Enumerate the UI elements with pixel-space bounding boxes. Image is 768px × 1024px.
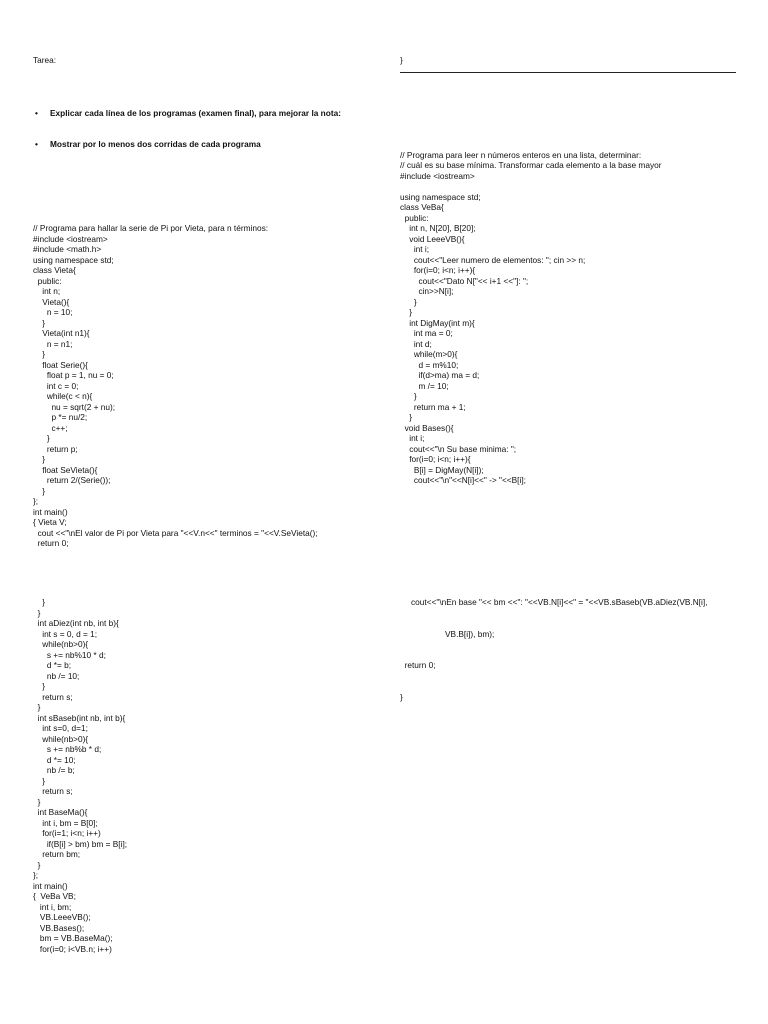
code-line: using namespace std; xyxy=(400,191,481,202)
separator-line xyxy=(400,72,736,73)
code-line: d = m%10; xyxy=(400,359,459,370)
code-line: int c = 0; xyxy=(33,380,79,391)
right-column-bottom xyxy=(400,576,708,723)
code-line: public: xyxy=(400,212,429,223)
code-line: #include <iostream> xyxy=(400,170,475,181)
code-line: return 0; xyxy=(33,538,69,548)
code-line: int i, bm = B[0]; xyxy=(33,817,98,828)
code-line: Vieta(int n1){ xyxy=(33,328,90,338)
code-line: Vieta(){ xyxy=(33,296,70,307)
code-line: } xyxy=(33,775,45,786)
left-column-top xyxy=(33,34,341,570)
code-line: cout<<"Leer numero de elementos: "; cin >> n; xyxy=(400,254,586,265)
code-line: }; xyxy=(33,496,39,506)
code-line: #include <iostream> xyxy=(33,233,108,244)
code-line: { Vieta V; xyxy=(33,517,67,527)
code-line: } xyxy=(400,412,412,422)
code-line: int main() xyxy=(33,506,68,517)
code-line: } xyxy=(33,607,41,618)
code-line: float p = 1, nu = 0; xyxy=(33,370,114,380)
code-line: c++; xyxy=(33,422,68,433)
code-line: public: xyxy=(33,275,62,286)
code-line: while(c < n){ xyxy=(33,391,93,401)
code-line: } xyxy=(33,681,45,691)
code-line: while(nb>0){ xyxy=(33,639,89,649)
code-line: // Programa para leer n números enteros en una lista, determinar: xyxy=(400,149,642,160)
code-line: for(i=1; i<n; i++) xyxy=(33,828,101,838)
code-line: int aDiez(int nb, int b){ xyxy=(33,618,119,628)
code-line: int n; xyxy=(33,286,61,296)
code-line: VB.Bases(); xyxy=(33,922,85,933)
code-line: int s = 0, d = 1; xyxy=(33,628,98,639)
code-line: } xyxy=(33,433,50,443)
code-line: int n, N[20], B[20]; xyxy=(400,223,476,233)
code-line: } xyxy=(33,485,45,496)
program1-code xyxy=(33,223,341,549)
code-line: int d; xyxy=(400,338,432,349)
code-line: nu = sqrt(2 + nu); xyxy=(33,401,116,412)
code-line: return s; xyxy=(33,786,73,796)
code-line: for(i=0; i<n; i++){ xyxy=(400,265,476,275)
code-line: bm = VB.BaseMa(); xyxy=(33,933,113,943)
code-line: } xyxy=(33,317,45,328)
code-line: int i; xyxy=(400,433,425,443)
code-line: s += nb%b * d; xyxy=(33,744,102,754)
code-line: cin>>N[i]; xyxy=(400,286,454,296)
code-line: VB.B[i]), bm); xyxy=(445,628,495,639)
code-line: } xyxy=(400,296,417,307)
code-line: void Bases(){ xyxy=(400,422,454,433)
code-line: void LeeeVB(){ xyxy=(400,233,465,244)
code-line: int i; xyxy=(400,244,430,254)
code-line: for(i=0; i<VB.n; i++) xyxy=(33,943,112,954)
code-line: using namespace std; xyxy=(33,254,114,265)
code-line: s += nb%10 * d; xyxy=(33,649,106,660)
code-line: } xyxy=(33,454,45,464)
code-line: int ma = 0; xyxy=(400,328,453,338)
code-line: nb /= b; xyxy=(33,765,75,775)
code-line: } xyxy=(33,702,41,712)
code-line: } xyxy=(33,349,45,359)
code-line: for(i=0; i<n; i++){ xyxy=(400,454,471,464)
spacer xyxy=(400,118,661,129)
code-line xyxy=(400,181,661,192)
code-line: p *= nu/2; xyxy=(33,412,88,422)
code-line: } xyxy=(33,597,45,607)
task-bullet-2: • Mostrar por lo menos dos corridas de cada programa xyxy=(33,139,341,150)
code-line: int main() xyxy=(33,880,68,891)
code-line: cout <<"\nEl valor de Pi por Vieta para "<<V.n<<" terminos = "<<V.SeVieta(); xyxy=(33,527,318,538)
code-line: nb /= 10; xyxy=(33,670,80,681)
code-line: } xyxy=(400,391,417,401)
code-line: class VeBa{ xyxy=(400,202,444,212)
code-line: if(d>ma) ma = d; xyxy=(400,370,480,380)
code-line: VB.LeeeVB(); xyxy=(33,912,91,922)
code-line: while(m>0){ xyxy=(400,349,458,359)
task-bullet-1: • Explicar cada línea de los programas (examen final), para mejorar la nota: xyxy=(33,108,341,119)
code-line: } xyxy=(33,859,41,870)
code-line: d *= b; xyxy=(33,660,72,670)
code-line: if(B[i] > bm) bm = B[i]; xyxy=(33,838,128,849)
code-line: }; xyxy=(33,870,39,880)
code-line: cout<<"\n"<<N[i]<<" -> "<<B[i]; xyxy=(400,475,526,485)
code-line: int BaseMa(){ xyxy=(33,807,88,817)
code-line: { VeBa VB; xyxy=(33,891,76,901)
code-line: } xyxy=(33,796,41,807)
code-line: } xyxy=(400,691,403,702)
left-column-bottom xyxy=(33,576,127,975)
code-line: int DigMay(int m){ xyxy=(400,317,475,328)
task-title: Tarea: xyxy=(33,55,57,65)
code-line: while(nb>0){ xyxy=(33,733,89,744)
code-line: cout<<"Dato N["<< i+1 <<"]: "; xyxy=(400,275,529,286)
code-line: } xyxy=(400,307,412,317)
code-line: return p; xyxy=(33,443,78,454)
spacer xyxy=(33,192,341,203)
code-line: float SeVieta(){ xyxy=(33,464,98,475)
code-line: return bm; xyxy=(33,849,81,859)
code-line: #include <math.h> xyxy=(33,244,102,254)
right-column-top xyxy=(400,34,661,507)
code-line: int sBaseb(int nb, int b){ xyxy=(33,712,126,723)
code-line: d *= 10; xyxy=(33,754,76,765)
code-line: return ma + 1; xyxy=(400,401,466,412)
code-line: // Programa para hallar la serie de Pi por Vieta, para n términos: xyxy=(33,223,269,233)
code-line: // cuál es su base mínima. Transformar cada elemento a la base mayor xyxy=(400,160,662,170)
code-line: m /= 10; xyxy=(400,380,449,391)
spacer xyxy=(400,87,661,98)
code-line: cout<<"\n Su base minima: "; xyxy=(400,443,517,454)
program2-code xyxy=(400,150,661,486)
code-line: float Serie(){ xyxy=(33,359,88,370)
task-bullet-list xyxy=(33,87,341,171)
code-line: n = n1; xyxy=(33,338,73,349)
code-line: return 2/(Serie()); xyxy=(33,475,111,485)
code-line: class Vieta{ xyxy=(33,265,76,275)
code-line: return s; xyxy=(33,691,73,702)
code-line: int s=0, d=1; xyxy=(33,723,88,733)
code-line: return 0; xyxy=(400,660,436,670)
code-line: cout<<"\nEn base "<< bm <<": "<<VB.N[i]<<" = "<<VB.sBaseb(VB.aDiez(VB.N[i], xyxy=(411,597,708,607)
code-line: n = 10; xyxy=(33,307,73,317)
closing-brace: } xyxy=(400,55,403,65)
code-line: B[i] = DigMay(N[i]); xyxy=(400,464,484,475)
program2-continued-code xyxy=(33,597,127,954)
code-line: int i, bm; xyxy=(33,901,72,912)
